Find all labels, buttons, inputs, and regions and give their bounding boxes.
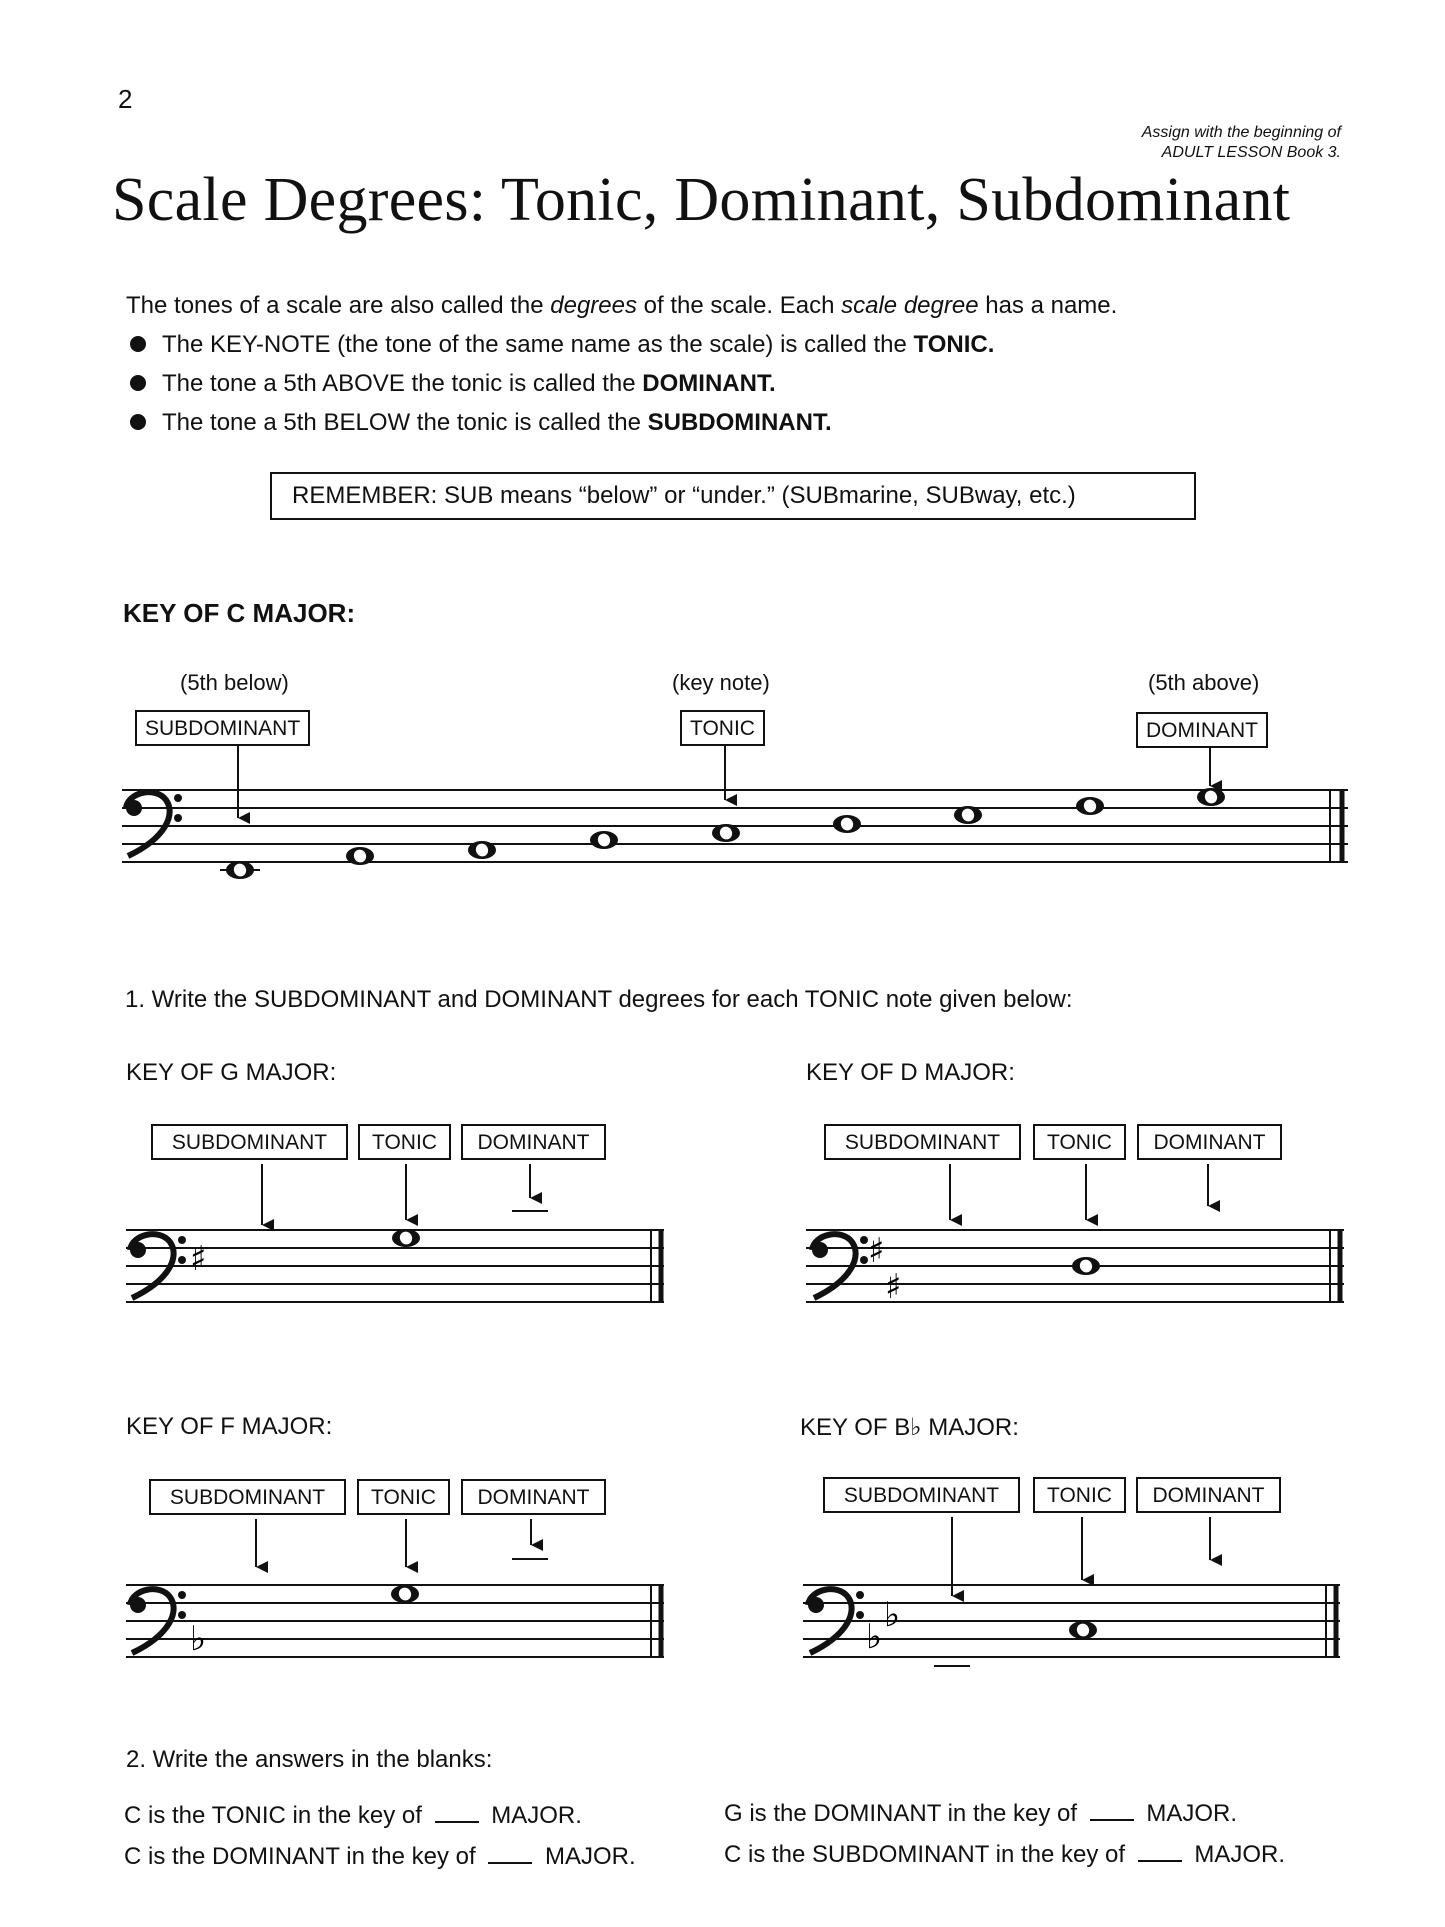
key-bb-label: KEY OF B♭ MAJOR: — [800, 1414, 1019, 1441]
g-subdominant-tag: SUBDOMINANT — [151, 1124, 348, 1160]
d-tonic-tag: TONIC — [1033, 1124, 1126, 1160]
key-d-label: KEY OF D MAJOR: — [806, 1059, 1015, 1086]
q1-post: MAJOR. — [484, 1802, 582, 1829]
bullet-text: The KEY-NOTE (the tone of the same name as the scale) is called the — [162, 331, 914, 358]
d-dominant-tag: DOMINANT — [1137, 1124, 1282, 1160]
d-subdominant-tag: SUBDOMINANT — [824, 1124, 1021, 1160]
q2-pre: C is the DOMINANT in the key of — [124, 1843, 483, 1870]
f-subdominant-tag: SUBDOMINANT — [149, 1479, 346, 1515]
g-tonic-tag: TONIC — [358, 1124, 451, 1160]
bullet-bold: SUBDOMINANT. — [647, 409, 832, 436]
bullet-bold: TONIC. — [913, 331, 995, 358]
c-tonic-tag: TONIC — [680, 710, 765, 746]
intro-post: has a name. — [978, 292, 1118, 319]
f-dominant-tag: DOMINANT — [461, 1479, 606, 1515]
sharp-icon: ♯ — [868, 1231, 885, 1271]
f-tonic-tag: TONIC — [357, 1479, 450, 1515]
c-dominant-tag: DOMINANT — [1136, 712, 1268, 748]
bb-dominant-tag: DOMINANT — [1136, 1477, 1281, 1513]
q2-post: MAJOR. — [538, 1843, 636, 1870]
key-f-label: KEY OF F MAJOR: — [126, 1413, 333, 1440]
sharp-icon: ♯ — [190, 1239, 207, 1279]
d-major-staff — [806, 1164, 1344, 1307]
remember-box: REMEMBER: SUB means “below” or “under.” (SUBmarine, SUBway, etc.) — [270, 472, 1196, 520]
q3-post: MAJOR. — [1139, 1800, 1238, 1827]
c-subdominant-tag: SUBDOMINANT — [135, 710, 310, 746]
intro-em-degrees: degrees — [550, 292, 637, 319]
bullet-text: The tone a 5th BELOW the tonic is called the — [162, 409, 648, 436]
flat-icon: ♭ — [884, 1595, 901, 1635]
q3-pre: G is the DOMINANT in the key of — [724, 1800, 1084, 1827]
bullet-text: The tone a 5th ABOVE the tonic is called the — [162, 370, 643, 397]
intro-em-scale-degree: scale degree — [841, 292, 979, 319]
exercise2-instruction: 2. Write the answers in the blanks: — [126, 1746, 493, 1773]
c-major-staff — [122, 746, 1348, 879]
page-title: Scale Degrees: Tonic, Dominant, Subdominant — [112, 166, 1291, 234]
bb-subdominant-tag: SUBDOMINANT — [823, 1477, 1020, 1513]
g-dominant-tag: DOMINANT — [461, 1124, 606, 1160]
q4-post: MAJOR. — [1187, 1841, 1286, 1868]
assign-note-line2: ADULT LESSON Book 3. — [1161, 144, 1341, 161]
q4-pre: C is the SUBDOMINANT in the key of — [724, 1841, 1132, 1868]
below-note-label: (5th below) — [180, 670, 289, 695]
bb-major-staff — [803, 1517, 1340, 1666]
key-note-label: (key note) — [672, 670, 770, 695]
bb-tonic-tag: TONIC — [1033, 1477, 1126, 1513]
bullet-bold: DOMINANT. — [642, 370, 776, 397]
exercise1-instruction: 1. Write the SUBDOMINANT and DOMINANT degrees for each TONIC note given below: — [125, 986, 1073, 1013]
above-note-label: (5th above) — [1148, 670, 1260, 695]
page-number: 2 — [118, 84, 133, 114]
sharp-icon: ♯ — [885, 1267, 902, 1307]
flat-icon: ♭ — [190, 1619, 207, 1659]
key-g-label: KEY OF G MAJOR: — [126, 1059, 337, 1086]
q1-pre: C is the TONIC in the key of — [124, 1802, 429, 1829]
f-major-staff — [126, 1519, 664, 1659]
assign-note-line1: Assign with the beginning of — [1141, 124, 1341, 141]
g-major-staff — [126, 1164, 664, 1302]
intro-pre: The tones of a scale are also called the — [126, 292, 551, 319]
key-c-heading: KEY OF C MAJOR: — [123, 598, 356, 628]
intro-mid: of the scale. Each — [637, 292, 842, 319]
flat-icon: ♭ — [866, 1617, 883, 1657]
